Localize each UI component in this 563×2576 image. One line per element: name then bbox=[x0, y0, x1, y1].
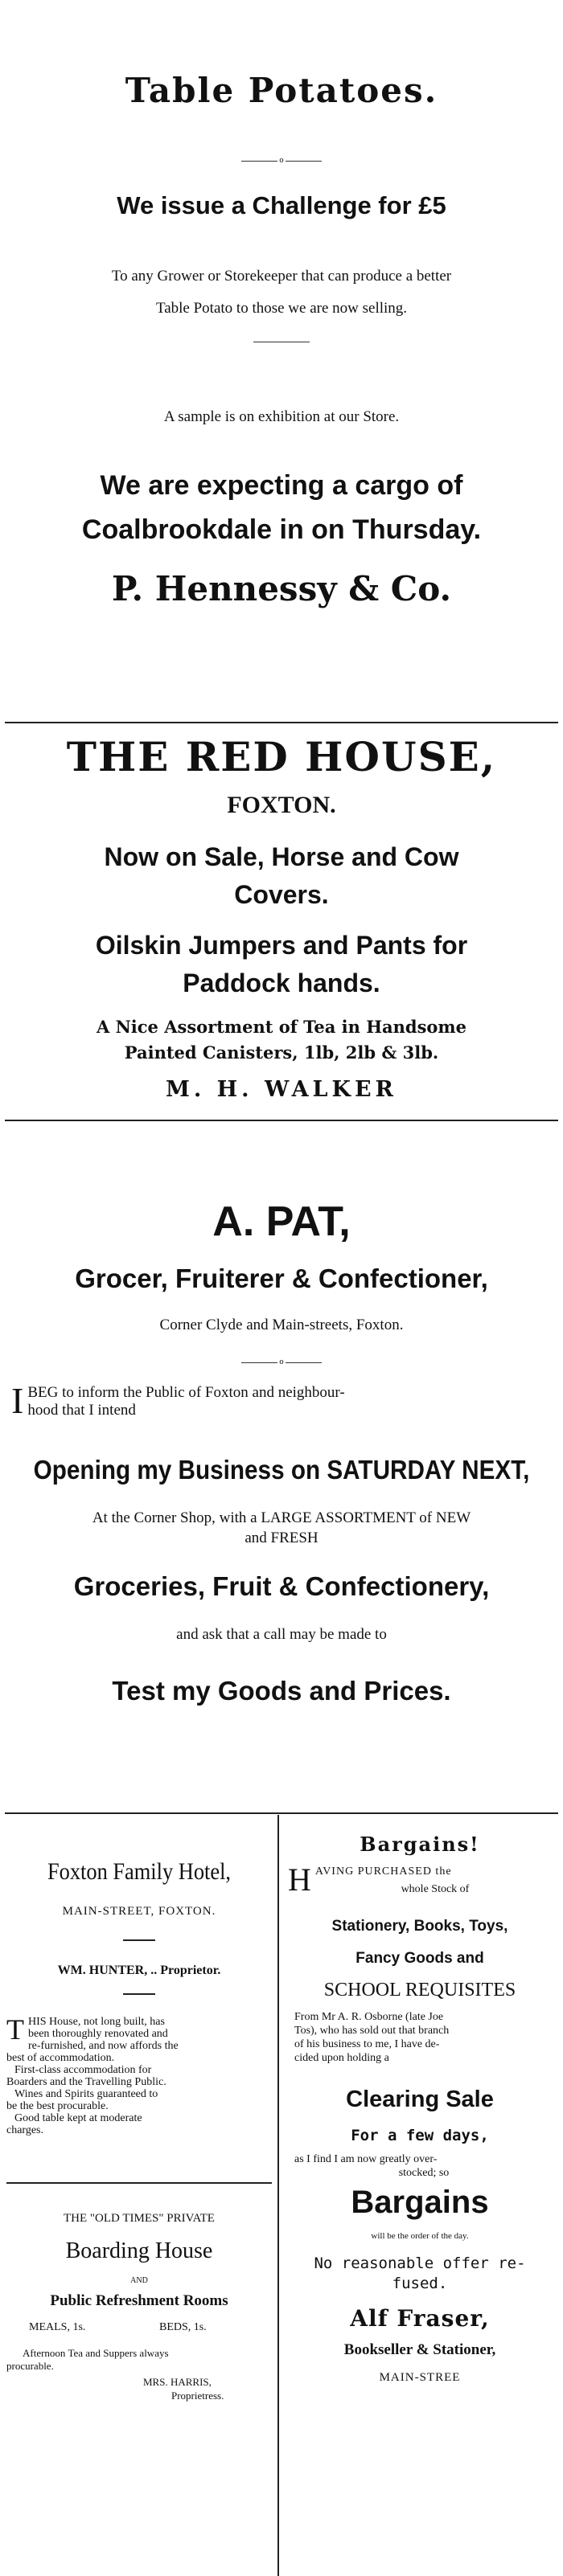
ad2-oil-line1: Oilskin Jumpers and Pants for bbox=[95, 931, 468, 960]
fraser-bargains: Bargains bbox=[351, 2185, 489, 2220]
ad2-tea-line1: A Nice Assortment of Tea in Handsome bbox=[96, 1017, 467, 1037]
ad1-rule bbox=[0, 338, 563, 346]
fraser-offer-line2: fused. bbox=[392, 2275, 448, 2292]
fraser-title: Bargains! bbox=[360, 1833, 480, 1856]
fraser-dropcap: H bbox=[288, 1861, 311, 1898]
fraser-name: Alf Fraser, bbox=[350, 2305, 490, 2332]
fraser-having-line2: whole Stock of bbox=[401, 1883, 470, 1895]
boarding-role: Proprietress. bbox=[171, 2390, 224, 2402]
ad1-title: Table Potatoes. bbox=[125, 71, 438, 110]
hotel-body-line: Wines and Spirits guaranteed to bbox=[14, 2088, 158, 2100]
boarding-line1: THE "OLD TIMES" PRIVATE bbox=[64, 2212, 215, 2225]
hotel-rule-2 bbox=[123, 1993, 155, 1995]
ad2-tea-line2: Painted Canisters, 1lb, 2lb & 3lb. bbox=[124, 1042, 439, 1063]
fraser-order: will be the order of the day. bbox=[371, 2231, 469, 2241]
fraser-fancy: Fancy Goods and bbox=[355, 1950, 484, 1967]
boarding-name: MRS. HARRIS, bbox=[143, 2376, 212, 2388]
fraser-from bbox=[294, 2010, 553, 2065]
ad3-shop-line1: At the Corner Shop, with a LARGE ASSORTMENT of NEW bbox=[92, 1509, 471, 1526]
ad2-sale-line1: Now on Sale, Horse and Cow bbox=[104, 842, 459, 871]
ad1-ornament: o bbox=[0, 157, 563, 165]
ad2-sale-line2: Covers. bbox=[234, 880, 329, 909]
fraser-find-line2: stocked; so bbox=[398, 2167, 450, 2179]
divider-3 bbox=[5, 1812, 558, 1814]
fraser-from-line: of his business to me, I have de- bbox=[294, 2038, 440, 2050]
hotel-proprietor: WM. HUNTER, .. Proprietor. bbox=[57, 1964, 221, 1977]
hotel-body-line: be the best procurable. bbox=[6, 2100, 109, 2112]
hotel-body-line: charges. bbox=[6, 2124, 43, 2136]
boarding-rooms: Public Refreshment Rooms bbox=[50, 2292, 228, 2309]
ad1-expect-line2: Coalbrookdale in on Thursday. bbox=[81, 514, 482, 545]
boarding-title: Boarding House bbox=[65, 2238, 213, 2263]
ad2-signature: M. H. WALKER bbox=[165, 1077, 397, 1102]
hotel-body-line: Good table kept at moderate bbox=[14, 2112, 142, 2124]
hotel-body-line: Boarders and the Travelling Public. bbox=[6, 2076, 166, 2088]
column-rule bbox=[277, 1815, 279, 2576]
hotel-body-line: been thoroughly renovated and bbox=[28, 2028, 168, 2040]
ad1-sample: A sample is on exhibition at our Store. bbox=[163, 408, 400, 425]
boarding-tea-line2: procurable. bbox=[6, 2360, 54, 2372]
fraser-find-line1: as I find I am now greatly over- bbox=[294, 2153, 438, 2165]
ad3-test: Test my Goods and Prices. bbox=[112, 1676, 451, 1706]
hotel-title: Foxton Family Hotel, bbox=[47, 1858, 232, 1885]
boarding-and: AND bbox=[130, 2276, 148, 2285]
ad1-challenge: We issue a Challenge for £5 bbox=[117, 191, 446, 219]
ad3-intro-line2: hood that I intend bbox=[27, 1402, 136, 1419]
fraser-offer-line1: No reasonable offer re- bbox=[314, 2255, 526, 2272]
hotel-dropcap: T bbox=[6, 2013, 24, 2046]
fraser-from-line: From Mr A. R. Osborne (late Joe bbox=[294, 2011, 444, 2023]
ad2-title: THE RED HOUSE, bbox=[66, 733, 497, 780]
fraser-clearing: Clearing Sale bbox=[346, 2087, 494, 2112]
fraser-from-line: cided upon holding a bbox=[294, 2052, 389, 2064]
left-divider bbox=[6, 2182, 272, 2184]
ad2-town: FOXTON. bbox=[227, 792, 336, 818]
ad3-intro-line1: BEG to inform the Public of Foxton and neighbour- bbox=[27, 1384, 345, 1401]
hotel-street: MAIN-STREET, FOXTON. bbox=[62, 1905, 216, 1918]
hotel-rule-1 bbox=[123, 1939, 155, 1941]
ad1-text-line2: Table Potato to those we are now selling. bbox=[155, 300, 408, 317]
fraser-street: MAIN-STREE bbox=[379, 2371, 461, 2384]
fraser-school: SCHOOL REQUISITES bbox=[323, 1980, 516, 2001]
ad1-signature: P. Hennessy & Co. bbox=[111, 569, 452, 608]
fraser-stock: Stationery, Books, Toys, bbox=[331, 1918, 508, 1935]
fraser-having bbox=[288, 1863, 555, 1898]
fraser-find bbox=[294, 2152, 553, 2180]
hotel-body-line: best of accommodation. bbox=[6, 2052, 115, 2064]
ad3-call: and ask that a call may be made to bbox=[176, 1626, 387, 1643]
divider-1 bbox=[5, 722, 558, 723]
hotel-body bbox=[6, 2013, 272, 2136]
boarding-meals: MEALS, 1s. bbox=[29, 2321, 86, 2333]
fraser-from-line: Tos), who has sold out that branch bbox=[294, 2025, 450, 2037]
fraser-days: For a few days, bbox=[351, 2127, 489, 2144]
ad3-dropcap: I bbox=[11, 1380, 24, 1421]
boarding-tea-line1: Afternoon Tea and Suppers always bbox=[23, 2347, 169, 2359]
ad3-intro bbox=[11, 1380, 550, 1421]
ad3-ornament: o bbox=[0, 1358, 563, 1366]
ad3-subtitle: Grocer, Fruiterer & Confectioner, bbox=[75, 1263, 488, 1293]
ad3-goods: Groceries, Fruit & Confectionery, bbox=[73, 1571, 490, 1601]
ad3-title: A. PAT, bbox=[212, 1198, 351, 1245]
fraser-having-line1: AVING PURCHASED the bbox=[314, 1865, 452, 1878]
ad1-text-line1: To any Grower or Storekeeper that can produce a better bbox=[111, 268, 452, 285]
ad1-expect-line1: We are expecting a cargo of bbox=[100, 470, 463, 501]
fraser-role: Bookseller & Stationer, bbox=[343, 2341, 496, 2358]
ad2-oil-line2: Paddock hands. bbox=[183, 969, 380, 997]
boarding-beds: BEDS, 1s. bbox=[159, 2321, 207, 2333]
ad3-address: Corner Clyde and Main-streets, Foxton. bbox=[159, 1317, 404, 1333]
hotel-body-line: First-class accommodation for bbox=[14, 2064, 152, 2076]
divider-2 bbox=[5, 1120, 558, 1121]
hotel-body-line: HIS House, not long built, has bbox=[28, 2016, 165, 2028]
ad3-opening: Opening my Business on SATURDAY NEXT, bbox=[33, 1455, 530, 1485]
hotel-body-line: re-furnished, and now affords the bbox=[28, 2040, 179, 2052]
ad3-shop-line2: and FRESH bbox=[245, 1530, 318, 1546]
